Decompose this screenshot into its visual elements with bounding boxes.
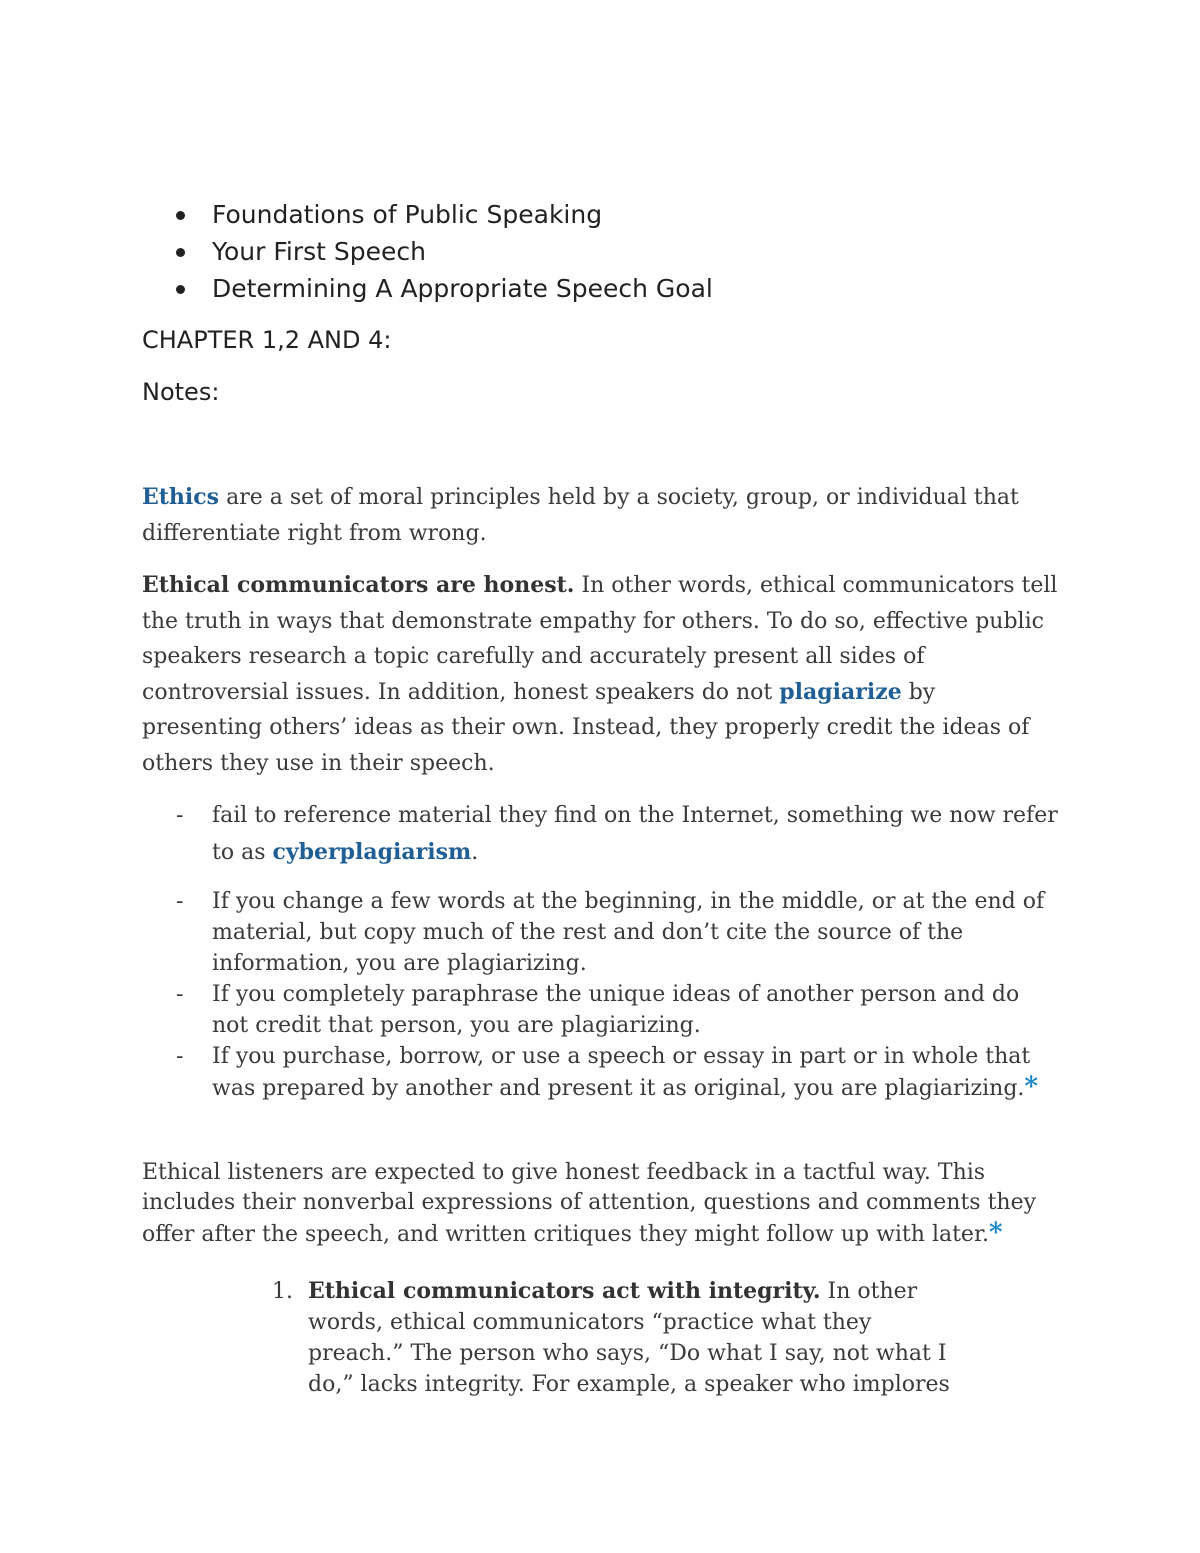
bold-lead: Ethical communicators are honest. bbox=[142, 572, 575, 598]
chapter-heading: CHAPTER 1,2 AND 4: bbox=[142, 326, 392, 354]
ethics-term: Ethics bbox=[142, 484, 220, 510]
dash-list-item: - If you change a few words at the beginning, in the middle, or at the end of material, but copy much of the rest and don’t cite the source of the information, you are plagiarizing. bbox=[176, 886, 1044, 979]
plagiarize-term: plagiarize bbox=[779, 678, 902, 705]
bullet-text: Determining A Appropriate Speech Goal bbox=[212, 274, 713, 303]
honest-paragraph bbox=[142, 568, 1082, 781]
bullet-dot-icon bbox=[176, 248, 185, 257]
dash-marker: - bbox=[176, 889, 184, 914]
dash-marker: - bbox=[176, 982, 184, 1007]
paragraph-line: Ethics are a set of moral principles held by a society, group, or individual that bbox=[142, 484, 1019, 510]
dash-list-item: - If you purchase, borrow, or use a speech or essay in part or in whole that was prepared by another and present it as original, you are plagiarizing.* bbox=[176, 1041, 1044, 1104]
dash-list-first bbox=[176, 798, 1058, 871]
bold-lead: Ethical communicators act with integrity. bbox=[308, 1278, 821, 1304]
paragraph-line: offer after the speech, and written critiques they might follow up with later.* bbox=[142, 1218, 1003, 1248]
ethics-paragraph bbox=[142, 480, 1082, 551]
numbered-list bbox=[272, 1276, 950, 1400]
paragraph-line: the truth in ways that demonstrate empathy for others. To do so, effective public bbox=[142, 608, 1044, 634]
cyberplagiarism-term: cyberplagiarism bbox=[272, 839, 472, 865]
bullet-item bbox=[172, 272, 713, 309]
paragraph-line: Ethical communicators are honest. In other words, ethical communicators tell bbox=[142, 572, 1058, 598]
paragraph-line: presenting others’ ideas as their own. Instead, they properly credit the ideas of bbox=[142, 715, 1030, 740]
dash-marker: - bbox=[176, 1044, 184, 1069]
bullet-text: Foundations of Public Speaking bbox=[212, 200, 603, 229]
dash-list-item: - fail to reference material they find on the Internet, something we now refer to as cyberplagiarism. bbox=[176, 798, 1058, 871]
paragraph-line: Ethical listeners are expected to give honest feedback in a tactful way. This bbox=[142, 1160, 986, 1185]
bullet-dot-icon bbox=[176, 211, 185, 220]
paragraph-line: includes their nonverbal expressions of attention, questions and comments they bbox=[142, 1190, 1037, 1215]
paragraph-line: speakers research a topic carefully and accurately present all sides of bbox=[142, 644, 925, 669]
bullet-text: Your First Speech bbox=[212, 237, 426, 266]
notes-label: Notes: bbox=[142, 378, 220, 406]
bullet-item bbox=[172, 198, 713, 235]
star-icon: * bbox=[989, 1218, 1003, 1248]
star-icon: * bbox=[1024, 1072, 1039, 1102]
topic-bullet-list bbox=[172, 198, 713, 309]
numbered-list-item: 1. Ethical communicators act with integrity. In other words, ethical communicators “practice what they preach.” The person who says, “Do what I say, not what I do,” lacks integrity. For example, a speaker who implores bbox=[272, 1278, 950, 1397]
paragraph-line: differentiate right from wrong. bbox=[142, 520, 487, 546]
bullet-dot-icon bbox=[176, 285, 185, 294]
dash-list-rest bbox=[176, 886, 1044, 1104]
bullet-item bbox=[172, 235, 713, 272]
list-number: 1. bbox=[272, 1279, 293, 1304]
listeners-paragraph bbox=[142, 1158, 1082, 1250]
dash-marker: - bbox=[176, 803, 184, 828]
paragraph-line: controversial issues. In addition, honest speakers do not plagiarize by bbox=[142, 678, 936, 705]
dash-list-item: - If you completely paraphrase the unique ideas of another person and do not credit that person, you are plagiarizing. bbox=[176, 979, 1044, 1041]
paragraph-line: others they use in their speech. bbox=[142, 750, 495, 776]
